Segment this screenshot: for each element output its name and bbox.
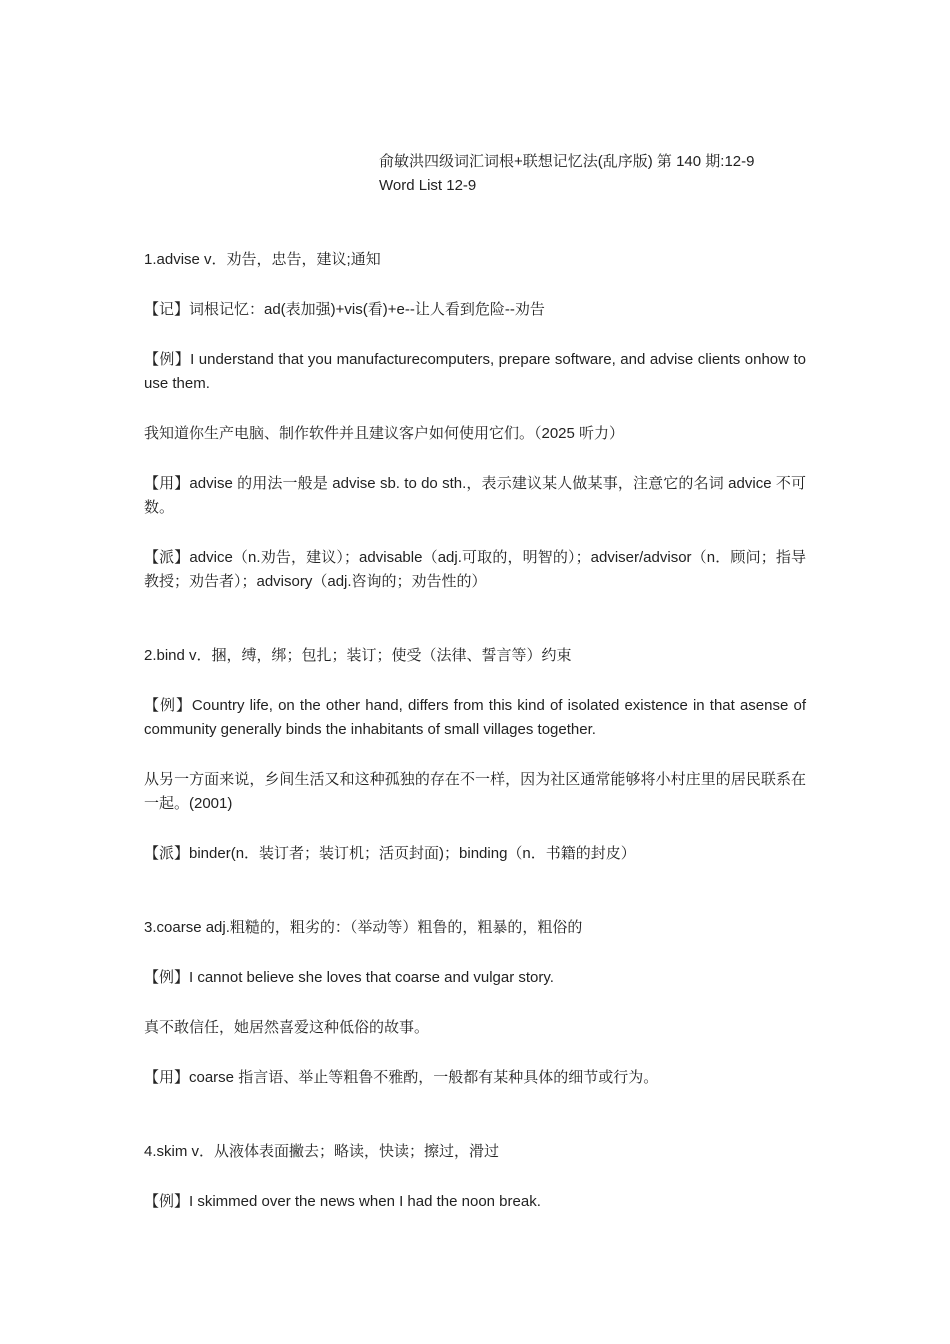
document-body [144,248,806,1240]
example-english: 【例】Country life, on the other hand, differs from this kind of isolated existence in that asense of community generally binds the inhabitants of small villages together. [144,697,806,738]
document-title: 俞敏洪四级词汇词根+联想记忆法(乱序版) 第 140 期:12-9 [379,153,755,170]
entry-headword: 1.advise v．劝告，忠告，建议;通知 [144,251,381,268]
example-english: 【例】I cannot believe she loves that coarse and vulgar story. [144,969,554,986]
example-english: 【例】I understand that you manufacturecomputers, prepare software, and advise clients onhow to use them. [144,351,806,392]
memory-note: 【记】词根记忆：ad(表加强)+vis(看)+e--让人看到危险--劝告 [144,301,545,318]
example-chinese: 真不敢信任，她居然喜爱这种低俗的故事。 [144,1019,430,1036]
entry-separator [144,892,806,916]
entry-separator [144,1116,806,1140]
example-english: 【例】I skimmed over the news when I had the noon break. [144,1193,541,1210]
usage-note: 【用】coarse 指言语、举止等粗鲁不雅酌，一般都有某种具体的细节或行为。 [144,1069,659,1086]
entry-headword: 2.bind v．捆，缚，绑；包扎；装订；使受（法律、誓言等）约束 [144,647,572,664]
derived-words: 【派】advice（n.劝告，建议）；advisable（adj.可取的，明智的）；adviser/advisor（n．顾问；指导教授；劝告者）；advisory（adj.咨询的；劝告性的） [144,549,806,590]
entry-skim [144,1140,806,1214]
entry-bind [144,644,806,866]
entry-coarse [144,916,806,1090]
usage-note: 【用】advise 的用法一般是 advise sb. to do sth.，表示建议某人做某事，注意它的名词 advice 不可数。 [144,475,806,516]
example-chinese: 我知道你生产电脑、制作软件并且建议客户如何使用它们。（2025 听力） [144,425,625,442]
entry-advise [144,248,806,594]
entry-headword: 4.skim v．从液体表面撇去；略读，快读；擦过，滑过 [144,1143,500,1160]
document-header [379,150,849,198]
example-chinese: 从另一方面来说，乡间生活又和这种孤独的存在不一样，因为社区通常能够将小村庄里的居民联系在一起。(2001) [144,771,806,812]
entry-headword: 3.coarse adj.粗糙的，粗劣的：（举动等）粗鲁的，粗暴的，粗俗的 [144,919,583,936]
entry-separator [144,620,806,644]
word-list-label: Word List 12-9 [379,177,477,194]
derived-words: 【派】binder(n．装订者；装订机；活页封面)；binding（n．书籍的封皮） [144,845,636,862]
